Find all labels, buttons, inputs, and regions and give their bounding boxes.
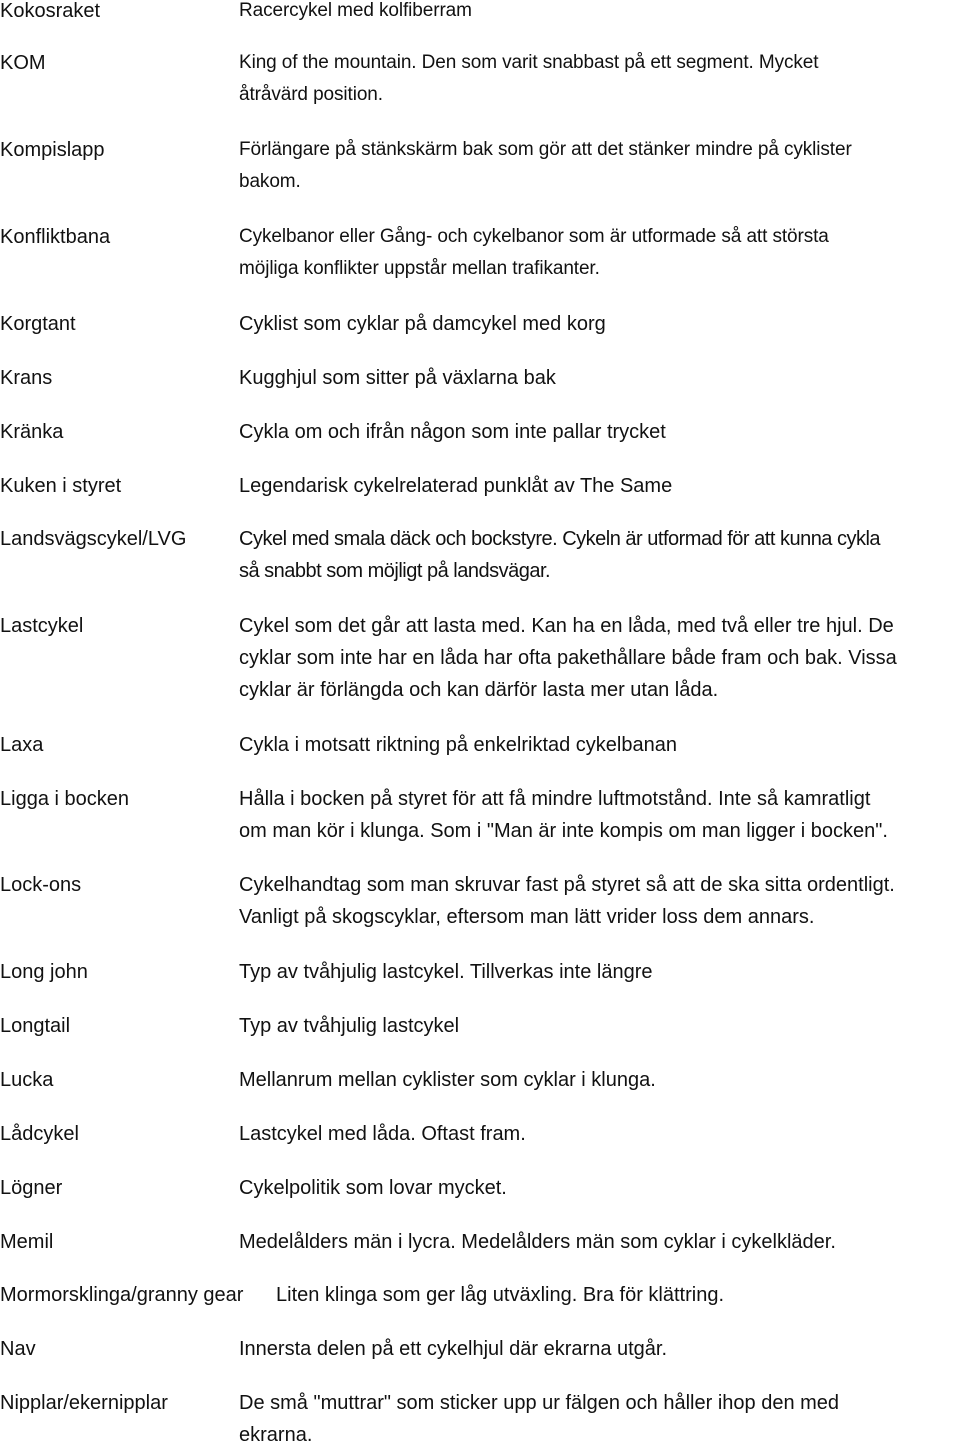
glossary-term: Landsvägscykel/LVG bbox=[0, 528, 187, 550]
glossary-definition bbox=[239, 1387, 960, 1451]
definition-line: Liten klinga som ger låg utväxling. Bra för klättring. bbox=[276, 1284, 724, 1306]
definition-line: Typ av tvåhjulig lastcykel. Tillverkas inte längre bbox=[239, 961, 653, 983]
glossary-term: Krans bbox=[0, 367, 53, 389]
definition-line: Cykelbanor eller Gång- och cykelbanor som är utformade så att största bbox=[239, 226, 829, 247]
glossary-term: Long john bbox=[0, 961, 88, 983]
definition-line: Förlängare på stänkskärm bak som gör att det stänker mindre på cyklister bbox=[239, 139, 852, 160]
glossary-term: Laxa bbox=[0, 734, 44, 756]
definition-line: Cykelhandtag som man skruvar fast på styret så att de ska sitta ordentligt. bbox=[239, 874, 895, 896]
glossary-definition bbox=[239, 956, 960, 988]
definition-line: King of the mountain. Den som varit snabbast på ett segment. Mycket bbox=[239, 52, 819, 73]
glossary-term: Lådcykel bbox=[0, 1123, 79, 1145]
definition-line: Legendarisk cykelrelaterad punklåt av The Same bbox=[239, 475, 673, 497]
definition-line: Cyklist som cyklar på damcykel med korg bbox=[239, 313, 606, 335]
definition-line: Cykel med smala däck och bockstyre. Cykeln är utformad för att kunna cykla bbox=[239, 528, 881, 550]
glossary-definition bbox=[239, 729, 960, 761]
definition-line: Medelålders män i lycra. Medelålders män som cyklar i cykelkläder. bbox=[239, 1231, 836, 1253]
definition-line: bakom. bbox=[239, 171, 301, 192]
definition-line: ekrarna. bbox=[239, 1424, 313, 1446]
definition-line: Kugghjul som sitter på växlarna bak bbox=[239, 367, 556, 389]
glossary-term: Kränka bbox=[0, 421, 64, 443]
definition-line: åtråvärd position. bbox=[239, 84, 383, 105]
glossary-definition bbox=[239, 1226, 960, 1258]
glossary-term: Memil bbox=[0, 1231, 54, 1253]
definition-line: Cykelpolitik som lovar mycket. bbox=[239, 1177, 507, 1199]
definition-line: Innersta delen på ett cykelhjul där ekrarna utgår. bbox=[239, 1338, 668, 1360]
definition-line: Racercykel med kolfiberram bbox=[239, 0, 472, 21]
definition-line: om man kör i klunga. Som i "Man är inte kompis om man ligger i bocken". bbox=[239, 820, 888, 842]
glossary-term: Lastcykel bbox=[0, 615, 84, 637]
definition-line: Mellanrum mellan cyklister som cyklar i klunga. bbox=[239, 1069, 656, 1091]
glossary-definition bbox=[239, 0, 960, 27]
glossary-term: Nipplar/ekernipplar bbox=[0, 1392, 168, 1414]
definition-line: möjliga konflikter uppstår mellan trafikanter. bbox=[239, 258, 600, 279]
glossary-term: Lögner bbox=[0, 1177, 63, 1199]
definition-line: Cykel som det går att lasta med. Kan ha en låda, med två eller tre hjul. De bbox=[239, 615, 894, 637]
definition-line: Hålla i bocken på styret för att få mindre luftmotstånd. Inte så kamratligt bbox=[239, 788, 871, 810]
glossary-term: Ligga i bocken bbox=[0, 788, 129, 810]
glossary-term: Kompislapp bbox=[0, 139, 105, 161]
glossary-definition bbox=[239, 362, 960, 394]
glossary-term: Lock-ons bbox=[0, 874, 82, 896]
glossary-definition bbox=[239, 1118, 960, 1150]
glossary-definition bbox=[239, 783, 960, 847]
definition-line: Typ av tvåhjulig lastcykel bbox=[239, 1015, 460, 1037]
definition-line: De små "muttrar" som sticker upp ur fälgen och håller ihop den med bbox=[239, 1392, 840, 1414]
glossary-definition bbox=[239, 1064, 960, 1096]
glossary-term: Kokosraket bbox=[0, 0, 101, 22]
glossary-term: Korgtant bbox=[0, 313, 76, 335]
glossary-term: Kuken i styret bbox=[0, 475, 122, 497]
glossary-term: Konfliktbana bbox=[0, 226, 111, 248]
definition-line: så snabbt som möjligt på landsvägar. bbox=[239, 560, 551, 582]
glossary-definition bbox=[239, 47, 960, 111]
glossary-definition bbox=[239, 1010, 960, 1042]
definition-line: Lastcykel med låda. Oftast fram. bbox=[239, 1123, 526, 1145]
definition-line: Cykla om och ifrån någon som inte pallar trycket bbox=[239, 421, 666, 443]
definition-line: cyklar är förlängda och kan därför lasta mer utan låda. bbox=[239, 679, 719, 701]
glossary-term: Lucka bbox=[0, 1069, 54, 1091]
glossary-term: Longtail bbox=[0, 1015, 71, 1037]
glossary-definition bbox=[239, 523, 960, 587]
glossary-definition bbox=[239, 134, 960, 198]
glossary-definition bbox=[239, 221, 960, 285]
glossary-definition bbox=[276, 1279, 960, 1311]
glossary-definition bbox=[239, 470, 960, 502]
glossary-definition bbox=[239, 308, 960, 340]
glossary-definition bbox=[239, 869, 960, 933]
definition-line: Vanligt på skogscyklar, eftersom man lätt vrider loss dem annars. bbox=[239, 906, 815, 928]
glossary-definition bbox=[239, 416, 960, 448]
definition-line: Cykla i motsatt riktning på enkelriktad cykelbanan bbox=[239, 734, 677, 756]
glossary-term: Nav bbox=[0, 1338, 36, 1360]
definition-line: cyklar som inte har en låda har ofta pakethållare både fram och bak. Vissa bbox=[239, 647, 897, 669]
glossary-definition bbox=[239, 1172, 960, 1204]
glossary-term: Mormorsklinga/granny gear bbox=[0, 1284, 244, 1306]
glossary-term: KOM bbox=[0, 52, 46, 74]
glossary-definition bbox=[239, 1333, 960, 1365]
glossary-definition bbox=[239, 610, 960, 706]
